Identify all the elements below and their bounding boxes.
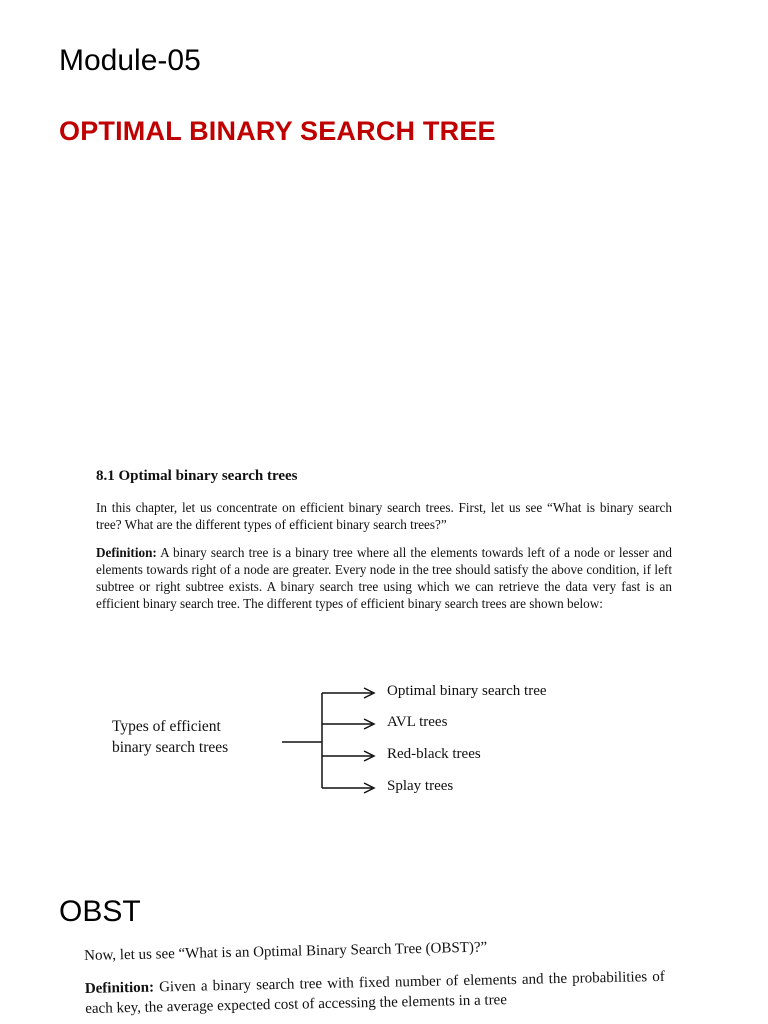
obst-definition-text: Given a binary search tree with fixed number of elements and the probabilities of each key, the average expected cost of accessing the elements in a tree bbox=[85, 968, 665, 1017]
types-diagram bbox=[92, 678, 672, 818]
definition-label: Definition: bbox=[96, 545, 157, 560]
obst-heading: OBST bbox=[59, 895, 141, 928]
types-label-line1: Types of efficient bbox=[112, 718, 221, 735]
definition-paragraph bbox=[96, 544, 672, 612]
type-item: AVL trees bbox=[387, 714, 448, 730]
obst-definition bbox=[85, 967, 666, 1019]
section-heading: 8.1 Optimal binary search trees bbox=[96, 468, 298, 484]
obst-question: Now, let us see “What is an Optimal Binary Search Tree (OBST)?” bbox=[84, 939, 488, 964]
intro-paragraph: In this chapter, let us concentrate on efficient binary search trees. First, let us see “What is binary search tree? What are the different types of efficient binary search trees?” bbox=[96, 500, 672, 532]
obst-definition-label: Definition: bbox=[84, 979, 155, 997]
scanned-section-8-1 bbox=[92, 468, 672, 794]
type-item: Red-black trees bbox=[387, 746, 481, 762]
module-title: Module-05 bbox=[59, 44, 201, 77]
branch-arrows bbox=[92, 678, 672, 818]
type-item: Splay trees bbox=[387, 778, 454, 794]
scanned-obst-section bbox=[84, 936, 665, 1019]
types-label-line2: binary search trees bbox=[112, 739, 229, 756]
definition-text: A binary search tree is a binary tree where all the elements towards left of a node or lesser and elements towards right of a node are greater. Every node in the tree should satisfy the above condition, if left subtree or right subtree exists. A binary search tree using which we can retrieve the data very fast is an efficient binary search tree. The different types of efficient binary search trees are shown below: bbox=[96, 545, 672, 611]
page-title: OPTIMAL BINARY SEARCH TREE bbox=[59, 116, 496, 146]
type-item: Optimal binary search tree bbox=[387, 683, 547, 699]
